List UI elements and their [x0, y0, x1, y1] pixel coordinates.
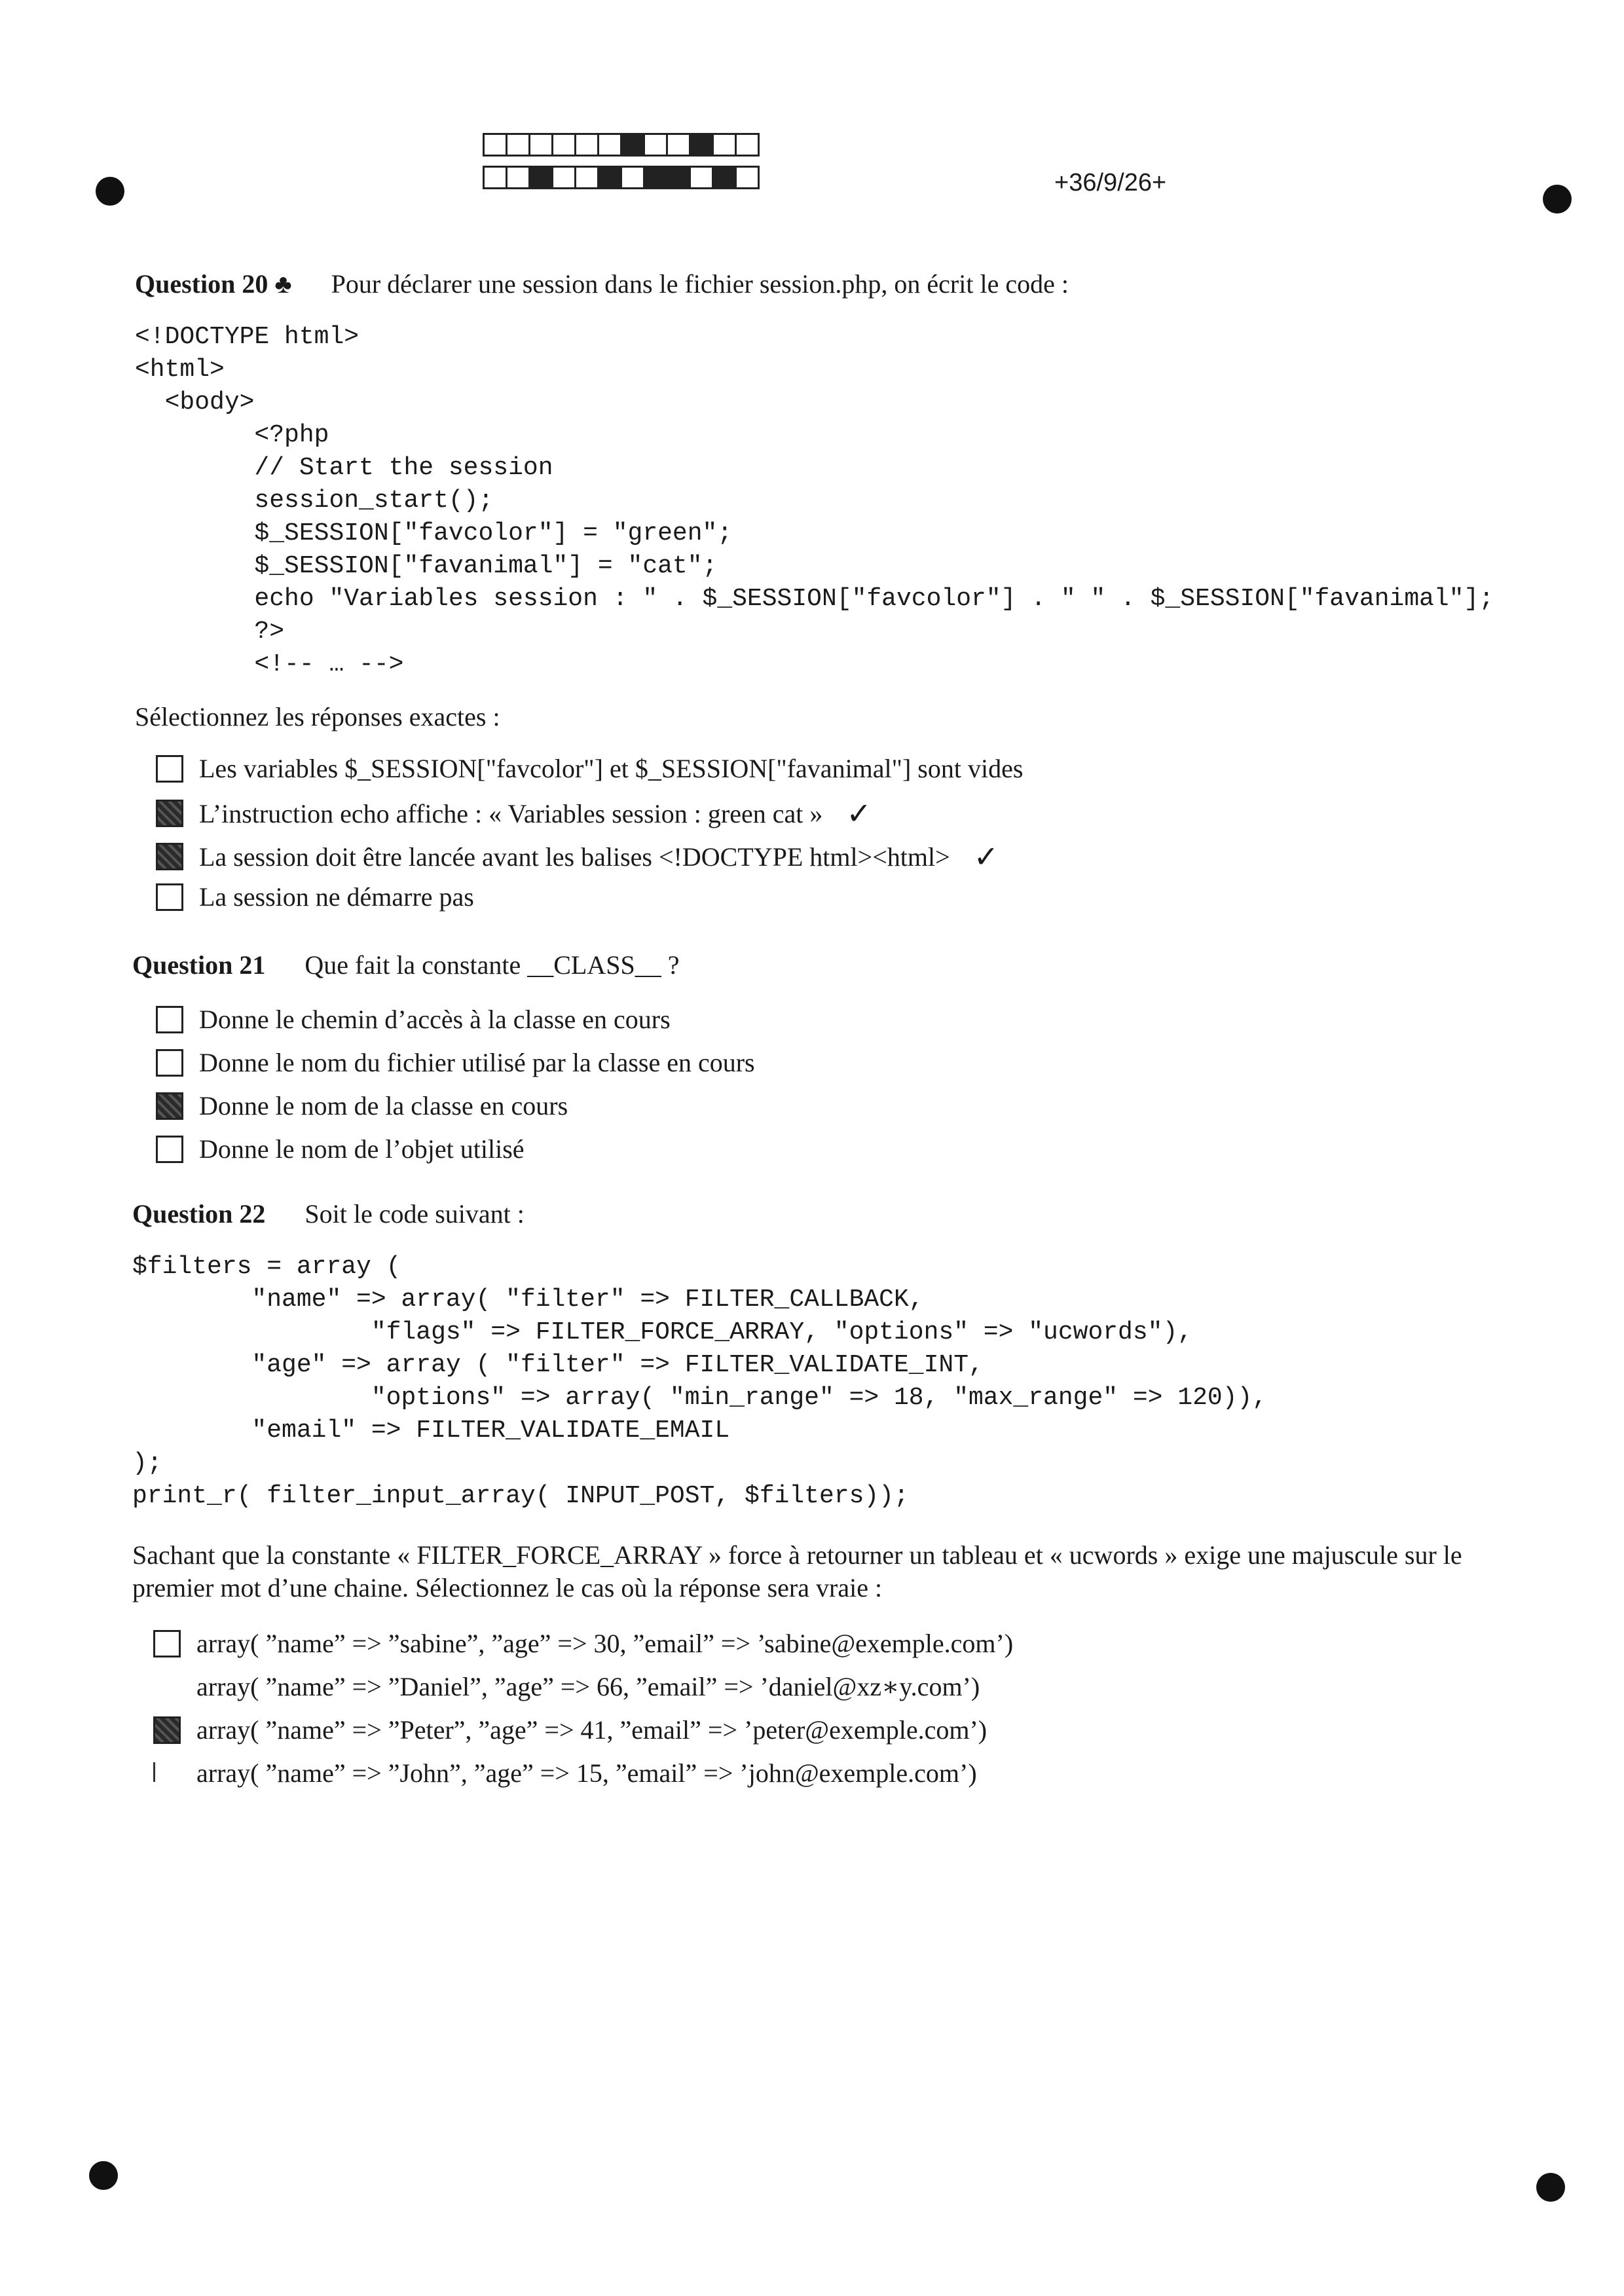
- answer-option[interactable]: [156, 839, 999, 874]
- answer-label: array( ”name” => ”Daniel”, ”age” => 66, ”email” => ’daniel@xz∗y.com’): [196, 1672, 980, 1701]
- barcode-row-2: [485, 166, 760, 189]
- answer-option[interactable]: [153, 1758, 977, 1788]
- answer-option[interactable]: [156, 796, 872, 831]
- answer-label: Donne le nom de l’objet utilisé: [199, 1134, 525, 1164]
- barcode-cell: [551, 133, 576, 157]
- answer-checkbox[interactable]: [156, 1136, 183, 1163]
- question-20-header: [135, 268, 1069, 299]
- registration-dot-top-right: [1543, 185, 1572, 213]
- answer-checkbox[interactable]: [153, 1760, 181, 1787]
- answer-label: Donne le nom du fichier utilisé par la classe en cours: [199, 1048, 755, 1077]
- answer-label: array( ”name” => ”Peter”, ”age” => 41, ”email” => ’peter@exemple.com’): [196, 1715, 987, 1745]
- answer-option[interactable]: [156, 1090, 568, 1121]
- barcode-cell: [574, 133, 599, 157]
- question-text: Pour déclarer une session dans le fichier session.php, on écrit le code :: [331, 269, 1069, 299]
- answer-checkbox[interactable]: [153, 1716, 181, 1744]
- barcode-cell: [689, 133, 714, 157]
- check-mark-icon: ✓: [846, 796, 872, 831]
- question-22-header: [132, 1198, 525, 1229]
- answer-checkbox[interactable]: [156, 1049, 183, 1077]
- answer-checkbox[interactable]: [156, 1092, 183, 1120]
- answer-checkbox[interactable]: [156, 843, 183, 870]
- barcode-cell: [666, 166, 691, 189]
- question-prompt: Sachant que la constante « FILTER_FORCE_ARRAY » force à retourner un tableau et « ucwords » exige une majuscule sur le premier mot d’une chaine. Sélectionnez le cas où la réponse sera vraie :: [132, 1540, 1462, 1602]
- question-number: Question 21: [132, 950, 266, 980]
- barcode-cell: [506, 133, 530, 157]
- answer-option[interactable]: [153, 1714, 987, 1745]
- answer-label: Donne le nom de la classe en cours: [199, 1091, 568, 1120]
- answer-checkbox[interactable]: [153, 1673, 181, 1701]
- question-prompt: Sélectionnez les réponses exactes :: [135, 702, 500, 731]
- barcode-cell: [483, 166, 507, 189]
- question-21-header: [132, 950, 679, 980]
- answer-option[interactable]: [153, 1628, 1013, 1659]
- check-mark-icon: ✓: [973, 839, 999, 874]
- answer-option[interactable]: [153, 1671, 980, 1702]
- registration-dot-bottom-right: [1536, 2173, 1565, 2202]
- answer-label: La session doit être lancée avant les balises <!DOCTYPE html><html>: [199, 842, 950, 872]
- answer-checkbox[interactable]: [156, 755, 183, 783]
- barcode-cell: [506, 166, 530, 189]
- question-text: Que fait la constante __CLASS__ ?: [304, 950, 680, 980]
- barcode-cell: [483, 133, 507, 157]
- barcode-cell: [643, 166, 668, 189]
- answer-label: Les variables $_SESSION["favcolor"] et $_SESSION["favanimal"] sont vides: [199, 754, 1024, 783]
- barcode-row-1: [485, 133, 760, 157]
- question-text: Soit le code suivant :: [304, 1199, 525, 1229]
- code-block: <!DOCTYPE html> <html> <body> <?php // Start the session session_start(); $_SESSION["favcolor"] = "green"; $_SESSION["favanimal"] = "cat"; echo "Variables session : " . $_SESSION["favcolor"] . " " . $_SESSION["favanimal"]; ?> <!-- … -->: [135, 323, 1494, 678]
- barcode-cell: [528, 133, 553, 157]
- answer-option[interactable]: [156, 1134, 525, 1164]
- answer-option[interactable]: [156, 1047, 755, 1078]
- answer-option[interactable]: [156, 881, 474, 912]
- barcode-cell: [551, 166, 576, 189]
- barcode-cell: [712, 166, 737, 189]
- code-block: $filters = array ( "name" => array( "filter" => FILTER_CALLBACK, "flags" => FILTER_FORCE_ARRAY, "options" => "ucwords"), "age" => array ( "filter" => FILTER_VALIDATE_INT, "options" => array( "min_range" => 18, "max_range" => 120)), "email" => FILTER_VALIDATE_EMAIL ); print_r( filter_input_array( INPUT_POST, $filters));: [132, 1253, 1268, 1510]
- barcode-cell: [712, 133, 737, 157]
- barcode-cell: [689, 166, 714, 189]
- barcode-cell: [666, 133, 691, 157]
- answer-checkbox[interactable]: [156, 883, 183, 911]
- registration-dot-top-left: [96, 177, 124, 206]
- page-id: +36/9/26+: [1054, 169, 1167, 196]
- barcode-cell: [597, 166, 622, 189]
- answer-label: array( ”name” => ”sabine”, ”age” => 30, ”email” => ’sabine@exemple.com’): [196, 1629, 1014, 1658]
- answer-label: array( ”name” => ”John”, ”age” => 15, ”email” => ’john@exemple.com’): [196, 1758, 977, 1788]
- barcode-cell: [597, 133, 622, 157]
- barcode-cell: [528, 166, 553, 189]
- question-number: Question 22: [132, 1199, 266, 1229]
- question-number: Question 20 ♣: [135, 269, 292, 299]
- registration-dot-bottom-left: [89, 2161, 118, 2190]
- answer-checkbox[interactable]: [156, 1006, 183, 1033]
- answer-label: Donne le chemin d’accès à la classe en cours: [199, 1005, 671, 1034]
- barcode-cell: [643, 133, 668, 157]
- barcode-cell: [574, 166, 599, 189]
- answer-option[interactable]: [156, 753, 1023, 784]
- answer-checkbox[interactable]: [156, 800, 183, 827]
- barcode-cell: [735, 133, 760, 157]
- barcode-cell: [620, 166, 645, 189]
- answer-checkbox[interactable]: [153, 1630, 181, 1657]
- answer-label: La session ne démarre pas: [199, 882, 474, 912]
- answer-option[interactable]: [156, 1004, 671, 1035]
- barcode-cell: [620, 133, 645, 157]
- answer-label: L’instruction echo affiche : « Variables session : green cat »: [199, 798, 823, 828]
- barcode-cell: [735, 166, 760, 189]
